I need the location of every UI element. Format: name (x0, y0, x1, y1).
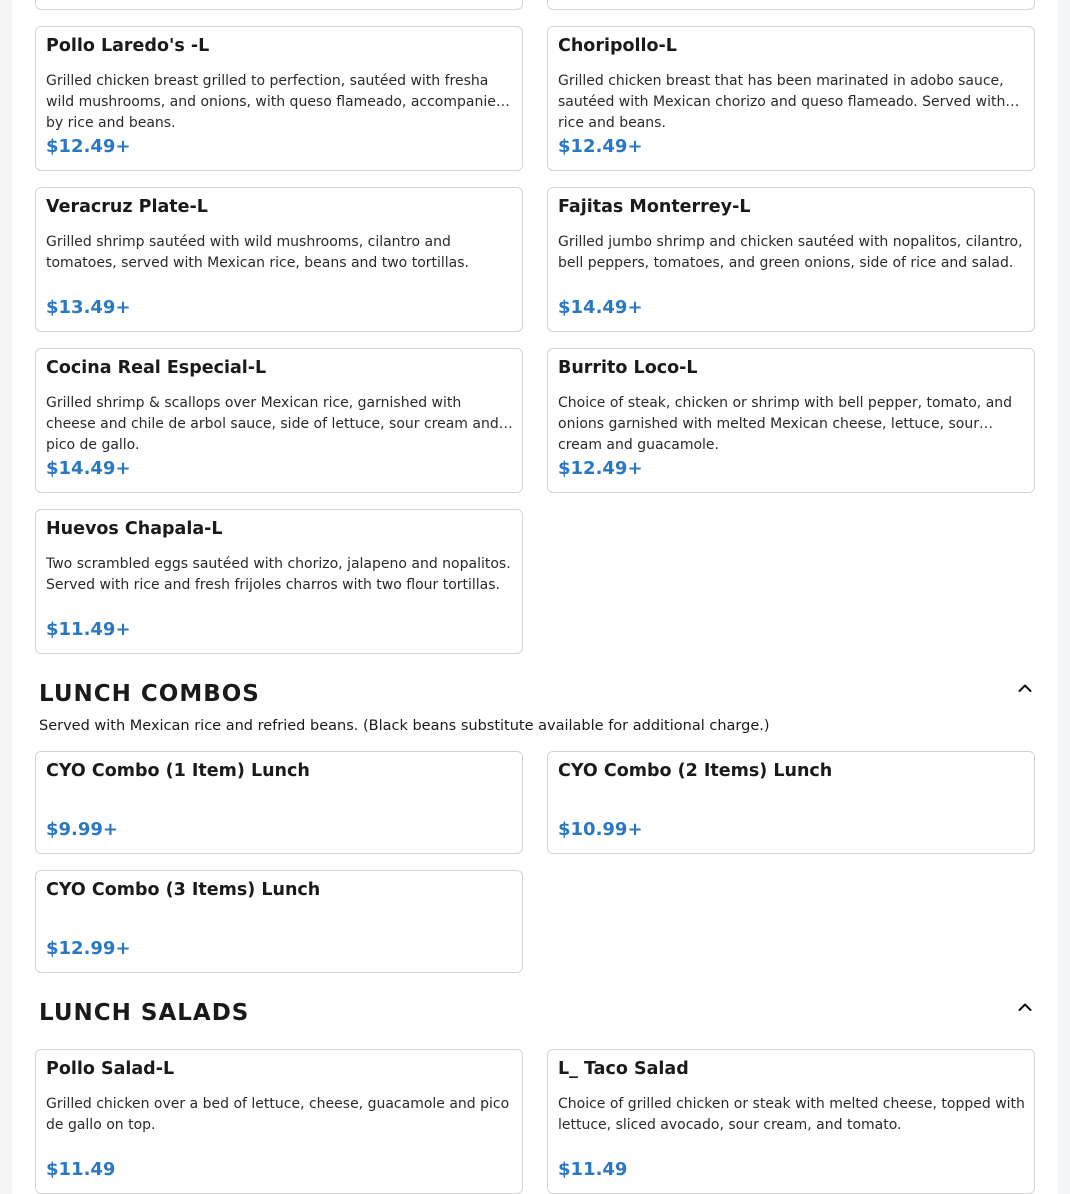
menu-item-card[interactable] (35, 26, 523, 171)
menu-item-name: Cocina Real Especial-L (46, 358, 267, 378)
menu-item-name: Choripollo-L (558, 36, 677, 56)
menu-item-card[interactable] (35, 1049, 523, 1194)
menu-item-card[interactable] (547, 187, 1035, 332)
collapse-lunch-salads-button[interactable] (1014, 996, 1036, 1018)
menu-item-price: $12.49+ (558, 136, 643, 157)
menu-item-card[interactable] (547, 348, 1035, 493)
menu-item-name: Burrito Loco-L (558, 358, 698, 378)
menu-item-description: Grilled chicken over a bed of lettuce, cheese, guacamole and pico de gallo on top. (46, 1096, 510, 1133)
menu-item-description: Choice of grilled chicken or steak with melted cheese, topped with lettuce, sliced avocado, sour cream, and tomato. (558, 1096, 1025, 1133)
menu-page (12, 0, 1058, 1194)
menu-item-price: $13.49+ (46, 297, 131, 318)
menu-item-price: $10.99+ (558, 819, 643, 840)
chevron-up-icon (1014, 996, 1036, 1018)
chevron-up-icon (1014, 677, 1036, 699)
menu-item-name: Huevos Chapala-L (46, 519, 223, 539)
menu-item-price: $9.99+ (46, 819, 119, 840)
collapse-lunch-combos-button[interactable] (1014, 677, 1036, 699)
menu-item-description: Grilled chicken breast that has been marinated in adobo sauce, sautéed with Mexican chorizo and queso flameado. Served with rice and beans. (558, 73, 1006, 131)
menu-item-price: $11.49 (46, 1159, 116, 1180)
menu-item-card-partial[interactable] (35, 0, 523, 10)
menu-item-name: CYO Combo (1 Item) Lunch (46, 761, 310, 781)
menu-item-name: Pollo Salad-L (46, 1059, 175, 1079)
menu-item-name: Pollo Laredo's -L (46, 36, 210, 56)
menu-item-card[interactable] (35, 187, 523, 332)
menu-item-name: L_ Taco Salad (558, 1059, 689, 1079)
menu-item-description: Grilled shrimp sautéed with wild mushrooms, cilantro and tomatoes, served with Mexican rice, beans and two tortillas. (46, 234, 469, 271)
menu-item-description: Grilled shrimp & scallops over Mexican rice, garnished with cheese and chile de arbol sauce, side of lettuce, sour cream and pico de gallo. (46, 395, 499, 453)
menu-item-description: Grilled jumbo shrimp and chicken sautéed with nopalitos, cilantro, bell peppers, tomatoes, and green onions, side of rice and salad. (558, 234, 1023, 271)
section-title-lunch-combos: LUNCH COMBOS (39, 681, 260, 707)
menu-item-price: $12.99+ (46, 938, 131, 959)
menu-item-name: CYO Combo (3 Items) Lunch (46, 880, 321, 900)
menu-item-description: Choice of steak, chicken or shrimp with bell pepper, tomato, and onions garnished with melted Mexican cheese, lettuce, sour cream and guacamole. (558, 395, 1013, 453)
menu-item-price: $12.49+ (46, 136, 131, 157)
menu-item-price: $11.49 (558, 1159, 628, 1180)
section-note-lunch-combos: Served with Mexican rice and refried beans. (Black beans substitute available for additional charge.) (39, 718, 770, 734)
menu-item-name: Veracruz Plate-L (46, 197, 208, 217)
menu-item-card[interactable] (547, 26, 1035, 171)
menu-item-name: Fajitas Monterrey-L (558, 197, 751, 217)
menu-item-price: $11.49+ (46, 619, 131, 640)
menu-item-card[interactable] (35, 509, 523, 654)
menu-item-description: Two scrambled eggs sautéed with chorizo, jalapeno and nopalitos. Served with rice and fresh frijoles charros with two flour tortillas. (46, 556, 511, 593)
menu-item-price: $12.49+ (558, 458, 643, 479)
menu-item-card[interactable] (35, 348, 523, 493)
menu-item-card-partial[interactable] (547, 0, 1035, 10)
menu-item-price: $14.49+ (558, 297, 643, 318)
menu-item-description: Grilled chicken breast grilled to perfection, sautéed with fresha wild mushrooms, and onions, with queso flameado, accompanied by rice and beans. (46, 73, 505, 131)
menu-item-price: $14.49+ (46, 458, 131, 479)
menu-item-card[interactable] (547, 751, 1035, 854)
menu-item-card[interactable] (547, 1049, 1035, 1194)
section-title-lunch-salads: LUNCH SALADS (39, 1000, 250, 1026)
menu-item-card[interactable] (35, 870, 523, 973)
menu-item-name: CYO Combo (2 Items) Lunch (558, 761, 833, 781)
menu-item-card[interactable] (35, 751, 523, 854)
